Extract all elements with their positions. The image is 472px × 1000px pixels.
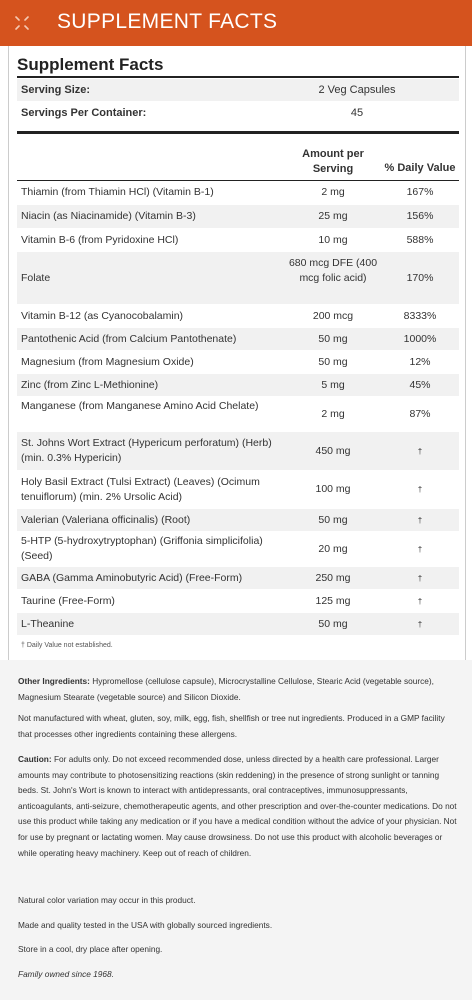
ingredient-name: St. Johns Wort Extract (Hypericum perforatum) (Herb) (min. 0.3% Hypericin) (21, 437, 272, 464)
table-row (17, 397, 459, 432)
section-title: SUPPLEMENT FACTS (57, 10, 278, 33)
product-info (0, 660, 472, 1000)
ingredient-name: Thiamin (from Thiamin HCl) (Vitamin B-1) (21, 186, 214, 198)
serving-size-label: Serving Size: (21, 84, 91, 96)
ingredient-name: Taurine (Free-Form) (21, 595, 115, 607)
servings-label: Servings Per Container: (21, 107, 147, 119)
ingredient-amount: 50 mg (318, 333, 348, 345)
ingredient-daily-value: † (417, 447, 423, 456)
ingredient-daily-value: 12% (409, 356, 431, 368)
family-note: Family owned since 1968. (18, 969, 114, 979)
table-row (17, 532, 459, 567)
ingredient-name: Magnesium (from Magnesium Oxide) (21, 356, 194, 368)
table-row (17, 229, 459, 252)
ingredient-name: Vitamin B-12 (as Cyanocobalamin) (21, 310, 184, 322)
ingredient-daily-value: 1000% (403, 333, 437, 345)
ingredient-daily-value: 8333% (403, 310, 437, 322)
ingredient-amount: 50 mg (318, 618, 348, 630)
ingredient-daily-value: 87% (409, 408, 431, 420)
ingredient-amount: 50 mg (318, 356, 348, 368)
serving-size-row (17, 79, 459, 101)
ingredient-amount: 10 mg (318, 234, 348, 246)
ingredient-name: GABA (Gamma Aminobutyric Acid) (Free-Form) (21, 572, 243, 584)
facts-title: Supplement Facts (17, 55, 164, 74)
serving-size-value: 2 Veg Capsules (318, 84, 396, 96)
table-row (17, 471, 459, 509)
ingredient-amount: 200 mcg (312, 310, 354, 322)
ingredient-daily-value: † (417, 574, 423, 583)
table-row (17, 351, 459, 374)
section-header (0, 0, 472, 46)
other-ingredients-label: Other Ingredients: (18, 676, 90, 686)
ingredient-daily-value: † (417, 597, 423, 606)
table-row (17, 509, 459, 532)
ingredient-name: Pantothenic Acid (from Calcium Pantothenate) (21, 333, 237, 345)
storage-note: Store in a cool, dry place after opening. (18, 944, 163, 954)
ingredient-amount: 125 mg (315, 595, 351, 607)
table-row (17, 567, 459, 590)
ingredient-name: Valerian (Valeriana officinalis) (Root) (21, 514, 191, 526)
servings-value: 45 (350, 107, 364, 119)
ingredient-amount: 25 mg (318, 210, 348, 222)
table-row (17, 432, 459, 471)
other-ingredients-text: Hypromellose (cellulose capsule), Microcrystalline Cellulose, Stearic Acid (vegetable source), Magnesium Stearate (vegetable source) and Silicon Dioxide. (18, 676, 434, 702)
supplement-facts-panel (8, 46, 466, 660)
table-row (17, 374, 459, 397)
column-dv-header: % Daily Value (384, 162, 456, 174)
ingredient-amount: 450 mg (315, 445, 351, 457)
ingredient-amount: 20 mg (318, 543, 348, 555)
ingredient-name: Holy Basil Extract (Tulsi Extract) (Leaves) (Ocimum tenuiflorum) (min. 2% Ursolic Acid) (21, 476, 260, 503)
ingredient-name: L-Theanine (21, 618, 75, 630)
facts-table (17, 181, 459, 636)
other-ingredients (18, 674, 458, 705)
ingredient-daily-value: 170% (406, 272, 434, 284)
ingredient-amount: 50 mg (318, 514, 348, 526)
column-amount-header: Amount per Serving (302, 148, 364, 175)
servings-per-container-row (17, 102, 459, 124)
ingredient-daily-value: 588% (406, 234, 434, 246)
ingredient-amount: 2 mg (321, 186, 345, 198)
ingredient-daily-value: 156% (406, 210, 434, 222)
ingredient-amount: 250 mg (315, 572, 351, 584)
footnote: † Daily Value not established. (21, 642, 113, 649)
ingredient-amount: 100 mg (315, 483, 351, 495)
table-row (17, 590, 459, 613)
color-note: Natural color variation may occur in this product. (18, 895, 196, 905)
ingredient-name: Manganese (from Manganese Amino Acid Chelate) (21, 400, 259, 412)
caution-label: Caution: (18, 754, 52, 764)
ingredient-name: Zinc (from Zinc L-Methionine) (21, 379, 159, 391)
ingredient-daily-value: † (417, 545, 423, 554)
ingredient-name: Niacin (as Niacinamide) (Vitamin B-3) (21, 210, 196, 222)
ingredient-amount: 5 mg (321, 379, 345, 391)
table-row (17, 328, 459, 351)
table-row (17, 252, 459, 305)
divider (17, 131, 459, 134)
table-row (17, 181, 459, 205)
table-row (17, 613, 459, 636)
ingredient-daily-value: † (417, 516, 423, 525)
sparkle-icon (14, 15, 30, 31)
table-row (17, 205, 459, 229)
table-header (17, 141, 459, 181)
ingredient-name: 5-HTP (5-hydroxytryptophan) (Griffonia simplicifolia) (Seed) (21, 535, 263, 562)
table-row (17, 305, 459, 328)
allergen-statement: Not manufactured with wheat, gluten, soy, milk, egg, fish, shellfish or tree nut ingredients. Produced in a GMP facility that processes other ingredients containing these allergens. (18, 713, 445, 739)
ingredient-name: Folate (21, 272, 51, 284)
ingredient-name: Vitamin B-6 (from Pyridoxine HCl) (21, 234, 179, 246)
ingredient-daily-value: † (417, 620, 423, 629)
caution-text: For adults only. Do not exceed recommended dose, unless directed by a health care professional. Larger amounts may contribute to photosensitizing reactions (skin reddening) in the presence of strong sunlight or tanning beds. St. John's Wort is known to interact with antidepressants, oral contraceptives, immunosuppressants, anticoagulants, anti-seizure, chemotherapeutic agents, and other prescription and over-the-counter medications. Do not use this product while taking any medication or if you have a medical condition without the advice of your physician. Not for use by pregnant or lactating women. May cause drowsiness. Do not use this product with alcoholic beverages or while operating heavy machinery. Keep out of reach of children. (18, 754, 457, 858)
caution-statement (18, 752, 458, 861)
ingredient-daily-value: † (417, 485, 423, 494)
quality-note: Made and quality tested in the USA with globally sourced ingredients. (18, 920, 273, 930)
ingredient-amount: 2 mg (321, 408, 345, 420)
ingredient-daily-value: 45% (409, 379, 431, 391)
ingredient-daily-value: 167% (406, 186, 434, 198)
divider (17, 76, 459, 78)
ingredient-amount: 680 mcg DFE (400 mcg folic acid) (288, 257, 378, 284)
